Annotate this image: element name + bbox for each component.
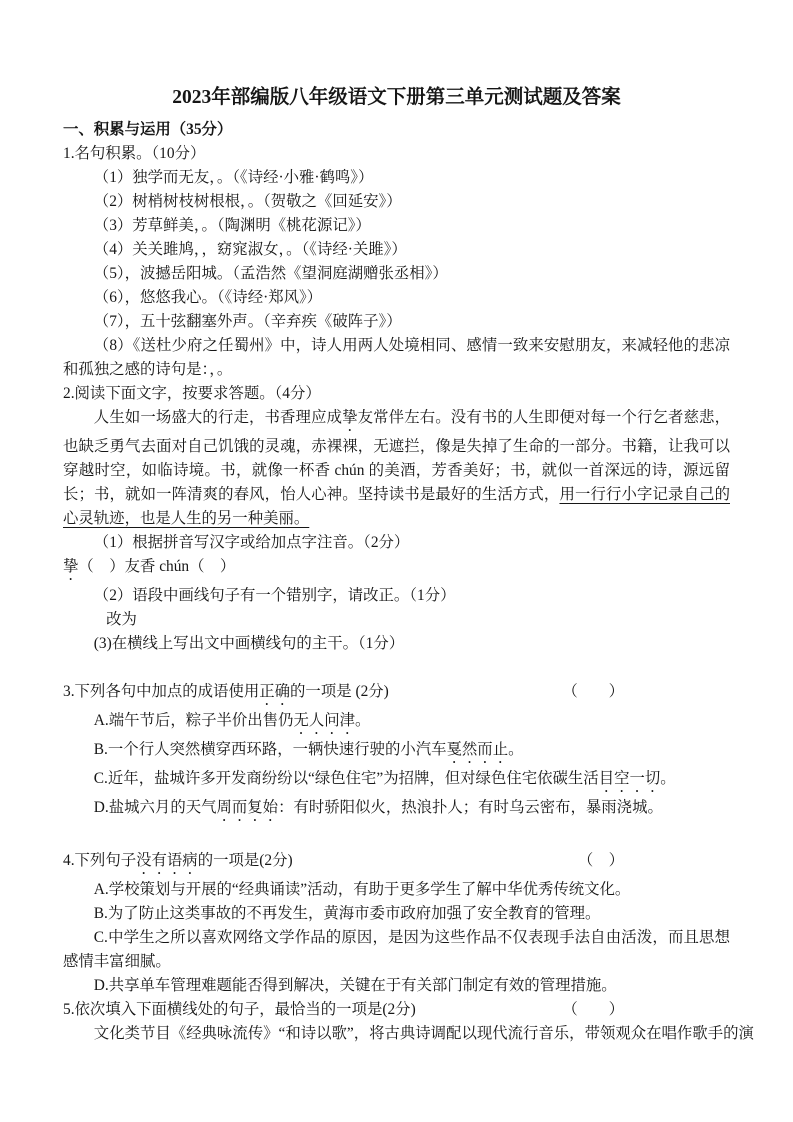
q3-answer-blank: （ ） <box>562 683 624 700</box>
q1-item-5: （5），波撼岳阳城。（孟浩然《望洞庭湖赠张丞相》） <box>93 265 448 282</box>
q3-option-c-end: 。 <box>660 770 676 787</box>
q5-stem-line <box>63 998 730 1022</box>
pinyin-emphasized-char: 挚 <box>63 558 79 575</box>
q4-option-d: D.共享单车管理难题能否得到解决，关键在于有关部门制定有效的管理措施。 <box>93 977 617 994</box>
q4-stem-post: 的一项是(2分) <box>197 852 293 869</box>
q4-stem-pre: 4.下列句子 <box>63 852 137 869</box>
q2-sub2: （2）语段中画线句子有一个错别字，请改正。（1分） <box>93 587 456 604</box>
q3-option-d <box>63 796 730 825</box>
passage-text-body: 友常伴左右。没有书的人生即便对每一个行乞者慈悲，也缺乏勇气去面对自己饥饿的灵魂，赤裸裸，无遮拦，像是失掉了生命的一部分。书籍，让我可以穿越时空，如临诗境。书，就像一杯香 chún 的美酒，芳香美好；书，就似一首深远的诗，源远留长；书，就如一阵清爽的春风，怡人心神。坚持读书是最好的生活方式， <box>63 409 730 503</box>
section-heading: 一、积累与运用（35分） <box>63 121 233 138</box>
passage-underlined-sentence: 用一行行小字记录自己的心灵轨迹，也是人生的另一种美丽。 <box>63 486 730 527</box>
q4-stem-line <box>63 849 730 878</box>
q3-option-a <box>63 709 730 738</box>
passage-text-lead: 人生如一场盛大的行走，书香理应成 <box>93 409 343 426</box>
q1-item-4: （4）关关雎鸠，，窈窕淑女，。（《诗经·关雎》） <box>93 241 407 258</box>
q1-stem: 1.名句积累。（10分） <box>63 145 206 162</box>
q2-sub2-answer-label: 改为 <box>106 611 137 628</box>
q3-stem-pre: 3.下列各句中加点的成语使用 <box>63 683 260 700</box>
q1-item-8: （8）《送杜少府之任蜀州》中，诗人用两人处境相同、感情一致来安慰朋友，来减轻他的悲凉和孤独之感的诗句是：，。 <box>63 337 730 378</box>
q2-sub1: （1）根据拼音写汉字或给加点字注音。（2分） <box>93 534 410 551</box>
q3-option-d-end: ：有时骄阳似火，热浪扑人；有时乌云密布，暴雨浇城。 <box>278 799 663 816</box>
q4-option-a: A.学校策划与开展的“经典诵读”活动，有助于更多学生了解中华优秀传统文化。 <box>93 881 631 898</box>
q5-body-first-line: 文化类节目《经典咏流传》“和诗以歌”，将古典诗调配以现代流行音乐，带领观众在唱作歌手的演 <box>93 1025 754 1042</box>
document-title: 2023年部编版八年级语文下册第三单元测试题及答案 <box>172 87 621 108</box>
q5-answer-blank: （ ） <box>562 1001 624 1018</box>
q3-option-b <box>63 738 730 767</box>
q3-option-c <box>63 767 730 796</box>
q3-option-a-idiom: 无人问津 <box>293 712 356 729</box>
q4-stem-emphasized: 没有语病 <box>136 852 198 869</box>
q1-item-3: （3）芳草鲜美，。（陶渊明《桃花源记》） <box>93 217 371 234</box>
q3-stem-line <box>63 680 730 709</box>
q3-option-a-end: 。 <box>355 712 371 729</box>
q2-pinyin-line <box>63 555 730 584</box>
q2-sub3: (3)在横线上写出文中画横线句的主干。（1分） <box>93 635 405 652</box>
q3-option-b-idiom: 戛然而止 <box>446 741 509 758</box>
q3-option-c-text: C.近年，盐城许多开发商纷纷以“绿色住宅”为招牌，但对绿色住宅依碳生活 <box>93 770 599 787</box>
q4-stem <box>63 849 578 878</box>
q5-stem: 5.依次填入下面横线处的句子，最恰当的一项是(2分) <box>63 1001 416 1018</box>
q1-item-6: （6），悠悠我心。（《诗经·郑风》） <box>93 289 323 306</box>
pinyin-blanks: （ ）友香 chún（ ） <box>78 558 236 575</box>
q3-stem-post: 的一项是 (2分) <box>290 683 389 700</box>
q4-answer-blank: （ ） <box>577 852 624 869</box>
q1-item-1: （1）独学而无友，。（《诗经·小雅·鹤鸣》） <box>93 169 374 186</box>
q3-option-d-idiom: 周而复始 <box>216 799 279 816</box>
q4-option-b: B.为了防止这类事故的不再发生，黄海市委市政府加强了安全教育的管理。 <box>93 905 601 922</box>
passage-emphasized-char: 挚 <box>342 409 358 426</box>
q1-item-7: （7），五十弦翻塞外声。（辛弃疾《破阵子》） <box>93 313 402 330</box>
q1-item-2: （2）树梢树枝树根根，。（贺敬之《回延安》） <box>93 193 402 210</box>
q3-option-c-idiom: 目空一切 <box>598 770 661 787</box>
q3-stem <box>63 680 562 709</box>
q2-passage <box>63 406 730 531</box>
q2-stem: 2.阅读下面文字，按要求答题。（4分） <box>63 385 321 402</box>
q3-option-a-text: A.端午节后，粽子半价出售仍 <box>93 712 294 729</box>
q4-option-c: C.中学生之所以喜欢网络文学作品的原因，是因为这些作品不仅表现手法自由活泼，而且思想感情丰富细腻。 <box>63 929 730 970</box>
q3-option-d-text: D.盐城六月的天气 <box>93 799 217 816</box>
q3-stem-emphasized: 正确 <box>259 683 291 700</box>
q3-option-b-end: 。 <box>508 741 524 758</box>
q3-option-b-text: B.一个行人突然横穿西环路，一辆快速行驶的小汽车 <box>93 741 447 758</box>
